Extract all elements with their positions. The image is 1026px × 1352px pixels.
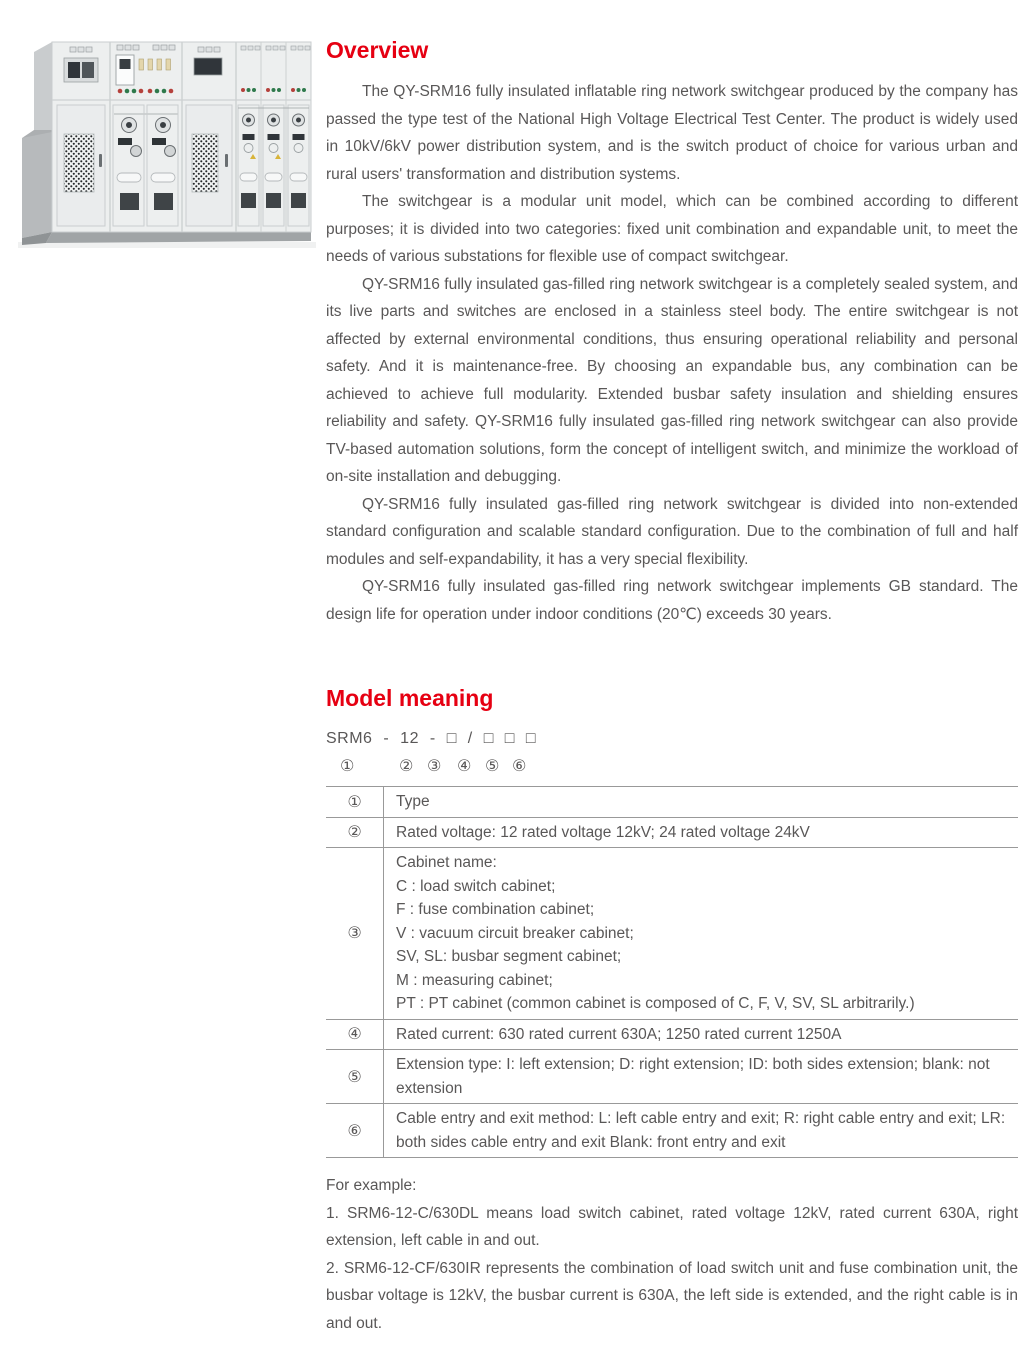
row-marker: ③	[347, 925, 362, 943]
table-row	[326, 817, 1018, 848]
examples-section	[326, 1172, 1018, 1337]
cabinet-name-line: SV, SL: busbar segment cabinet;	[396, 948, 622, 965]
marker-1: ①	[340, 758, 355, 775]
overview-title: Overview	[326, 37, 429, 63]
cabinet-name-line: F : fuse combination cabinet;	[396, 901, 595, 918]
marker-4: ④	[457, 758, 472, 775]
row-marker: ①	[347, 793, 362, 811]
table-row	[326, 1019, 1018, 1050]
table-row	[326, 1103, 1018, 1157]
overview-paragraph-3: QY-SRM16 fully insulated gas-filled ring network switchgear is a completely sealed system, and its live parts and switches are enclosed in a stainless steel body. The entire switchgear is not affected by external environmental conditions, thus ensuring operational reliability and personal safety. And it is maintenance-free. By choosing an expandable bus, any combination can be achieved to achieve full modularity. Extended busbar safety insulation and shielding ensures reliability and safety. QY-SRM16 fully insulated gas-filled ring network switchgear can also provide TV-based automation solutions, form the concept of intelligent switch, and minimize the workload of on-site installation and debugging.	[326, 275, 1018, 485]
marker-5: ⑤	[485, 758, 500, 775]
marker-2: ②	[399, 758, 414, 775]
cabinet-name-line: M : measuring cabinet;	[396, 971, 553, 989]
row-marker: ⑤	[347, 1068, 362, 1086]
cabinet-name-line: C : load switch cabinet;	[396, 877, 556, 895]
row-marker: ⑥	[347, 1122, 362, 1140]
row-text	[383, 848, 1018, 1019]
row-marker: ④	[347, 1026, 362, 1044]
overview-paragraph-5: QY-SRM16 fully insulated gas-filled ring network switchgear implements GB standard. The design life for operation under indoor conditions (20℃) exceeds 30 years.	[326, 578, 1018, 623]
content-column	[326, 36, 1018, 1337]
row-marker: ②	[347, 824, 362, 842]
row-text: Type	[383, 787, 1018, 817]
table-row	[326, 847, 1018, 1019]
model-code-markers	[326, 756, 1018, 778]
row-text: Cable entry and exit method: L: left cable entry and exit; R: right cable entry and exit; LR: both sides cable entry and exit Blank: front entry and exit	[383, 1104, 1018, 1157]
overview-paragraph-2: The switchgear is a modular unit model, which can be combined according to different purposes; it is divided into two categories: fixed unit combination and expandable unit, to meet the needs of various substations for flexible use of compact switchgear.	[326, 193, 1018, 265]
row-text: Rated current: 630 rated current 630A; 1250 rated current 1250A	[383, 1020, 1018, 1050]
example-item-1: 1. SRM6-12-C/630DL means load switch cabinet, rated voltage 12kV, rated current 630A, right extension, left cable in and out.	[326, 1204, 1018, 1249]
marker-3: ③	[427, 758, 442, 775]
marker-6: ⑥	[512, 758, 527, 775]
model-meaning-table	[326, 786, 1018, 1158]
example-item-2: 2. SRM6-12-CF/630IR represents the combination of load switch unit and fuse combination unit, the busbar voltage is 12kV, the busbar current is 630A, the left side is extended, and the right cable is in and out.	[326, 1259, 1018, 1332]
table-row	[326, 1049, 1018, 1103]
cabinet-name-line: PT : PT cabinet (common cabinet is composed of C, F, V, SV, SL arbitrarily.)	[396, 995, 915, 1012]
cabinet-name-line: V : vacuum circuit breaker cabinet;	[396, 924, 634, 942]
examples-intro: For example:	[326, 1177, 417, 1194]
overview-paragraph-1: The QY-SRM16 fully insulated inflatable ring network switchgear produced by the company has passed the type test of the National High Voltage Electrical Test Center. The product is widely used in 10kV/6kV power distribution system, and is the switch product of choice for various urban and rural users' transformation and distribution systems.	[326, 83, 1018, 183]
model-meaning-title: Model meaning	[326, 685, 494, 711]
cabinet-name-line: Cabinet name:	[396, 854, 497, 871]
table-row	[326, 787, 1018, 817]
row-text: Extension type: I: left extension; D: right extension; ID: both sides extension; blank: not extension	[383, 1050, 1018, 1103]
model-code: SRM6 - 12 - □ / □ □ □	[326, 730, 537, 747]
switchgear-photo	[10, 30, 320, 252]
row-text: Rated voltage: 12 rated voltage 12kV; 24 rated voltage 24kV	[383, 818, 1018, 848]
overview-paragraph-4: QY-SRM16 fully insulated gas-filled ring network switchgear is divided into non-extended standard configuration and scalable standard configuration. Due to the combination of full and half modules and self-expandability, it has a very special flexibility.	[326, 495, 1018, 568]
product-photo	[10, 30, 320, 252]
